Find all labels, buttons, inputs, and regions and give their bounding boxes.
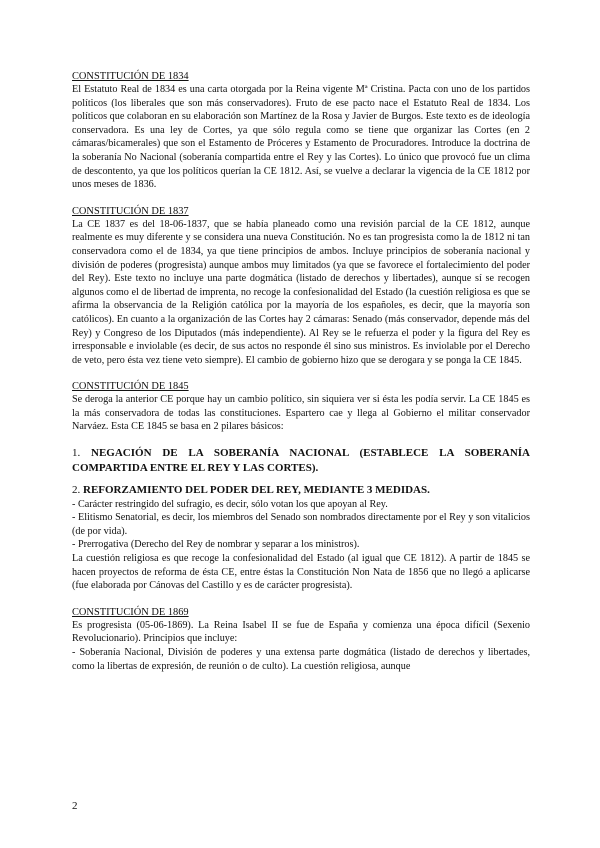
point-number: 1. [72,447,81,460]
numbered-point-2 [72,483,530,498]
point-number: 2. [72,484,81,497]
list-item: - Prerrogativa (Derecho del Rey de nombrar y separar a los ministros). [72,539,360,551]
section-1837 [72,205,530,368]
section-heading: CONSTITUCIÓN DE 1869 [72,606,189,618]
section-1834 [72,70,530,192]
section-paragraph: Es progresista (05-06-1869). La Reina Isabel II se fue de España y comienza una época difícil (Sexenio Revolucionario). Principios que incluye: [72,619,530,645]
section-heading: CONSTITUCIÓN DE 1837 [72,205,189,217]
section-1845 [72,380,530,592]
list-item: - Elitismo Senatorial, es decir, los miembros del Senado son nombrados directamente por el Rey y son vitalicios (de por vida). [72,512,530,537]
point-text: REFORZAMIENTO DEL PODER DEL REY, MEDIANTE 3 MEDIDAS. [83,484,430,497]
section-paragraph: La CE 1837 es del 18-06-1837, que se había planeado como una revisión parcial de la CE 1812, aunque realmente es muy diferente y se considera una nueva Constitución. No es tan progresista como la de 1812 ni tan conservadora como el de 1834, ya que tiene principios de ambos. Incluye principios de soberanía nacional y división de poderes (progresista) aunque ambos muy limitados (ya que se favorece el fortalecimiento del poder del Rey). Este texto no incluye una parte dogmática (listado de derechos y libertades), aunque sí se recogen algunos como el de libertad de imprenta, no recoge la confesionalidad del Estado (la cuestión religiosa es que se afirma la observancia de la Religión católica por la mayoría de los españoles, es decir, que la mayoría son católicos). En cuanto a la organización de las Cortes hay 2 cámaras: Senado (más conservador, depende más del Rey) y Congreso de los Diputados (más independiente). Al Rey se le refuerza el poder y la figura del Rey es irresponsable e inviolable (es decir, de sus actos no responde él sino sus ministros. Es inviolable por el Derecho de veto, pero ésta vez tiene veto siempre). El cambio de gobierno hizo que se derogara y se ponga la CE 1845. [72,218,530,366]
point-text: NEGACIÓN DE LA SOBERANÍA NACIONAL (ESTABLECE LA SOBERANÍA COMPARTIDA ENTRE EL REY Y LAS CORTES). [72,447,530,474]
section-heading: CONSTITUCIÓN DE 1845 [72,381,189,393]
section-heading: CONSTITUCIÓN DE 1834 [72,71,189,82]
section-1869 [72,606,530,673]
section-paragraph: El Estatuto Real de 1834 es una carta otorgada por la Reina vigente Mª Cristina. Pacta con uno de los partidos políticos (los liberales que son más conservadores). Fruto de ese pacto nace el Estatuto Real de 1834. Los políticos que colaboran en su elaboración son Martínez de la Rosa y Javier de Burgos. Este texto es de ideología conservadora. Es una ley de Cortes, ya que sólo regula como se tiene que organizar las Cortes (en 2 cámaras/bicamerales) que son el Estamento de Próceres y Estamento de Procuradores. Introduce la doctrina de la soberanía No Nacional (soberanía compartida entre el Rey y las Cortes). Lo único que provocó fue un clima de descontento, ya que los políticos querían la CE 1812. Así, se vuelve a declarar la vigencia de la CE 1812 por unos meses de 1836. [72,84,530,191]
page-number: 2 [72,800,78,812]
section-paragraph: La cuestión religiosa es que recoge la confesionalidad del Estado (al igual que CE 1812). A partir de 1845 se hacen proyectos de reforma de ésta CE, entre éstas la Constitución Non Nata de 1856 que no llegó a aplicarse (fue elaborada por Cánovas del Castillo y es de carácter progresista). [72,552,530,592]
list-item: - Soberanía Nacional, División de poderes y una extensa parte dogmática (listado de derechos y libertades, como la libertas de expresión, de reunión o de culto). La cuestión religiosa, aunque [72,646,530,672]
document-page [72,70,530,686]
section-paragraph: Se deroga la anterior CE porque hay un cambio político, sin siquiera ver si ésta les podía servir. La CE 1845 es la más conservadora de todas las constituciones. Espartero cae y llega al Gobierno el militar conservador Narváez. Esta CE 1845 se basa en 2 pilares básicos: [72,394,530,433]
list-item: - Carácter restringido del sufragio, es decir, sólo votan los que apoyan al Rey. [72,498,388,510]
numbered-point-1 [72,446,530,475]
